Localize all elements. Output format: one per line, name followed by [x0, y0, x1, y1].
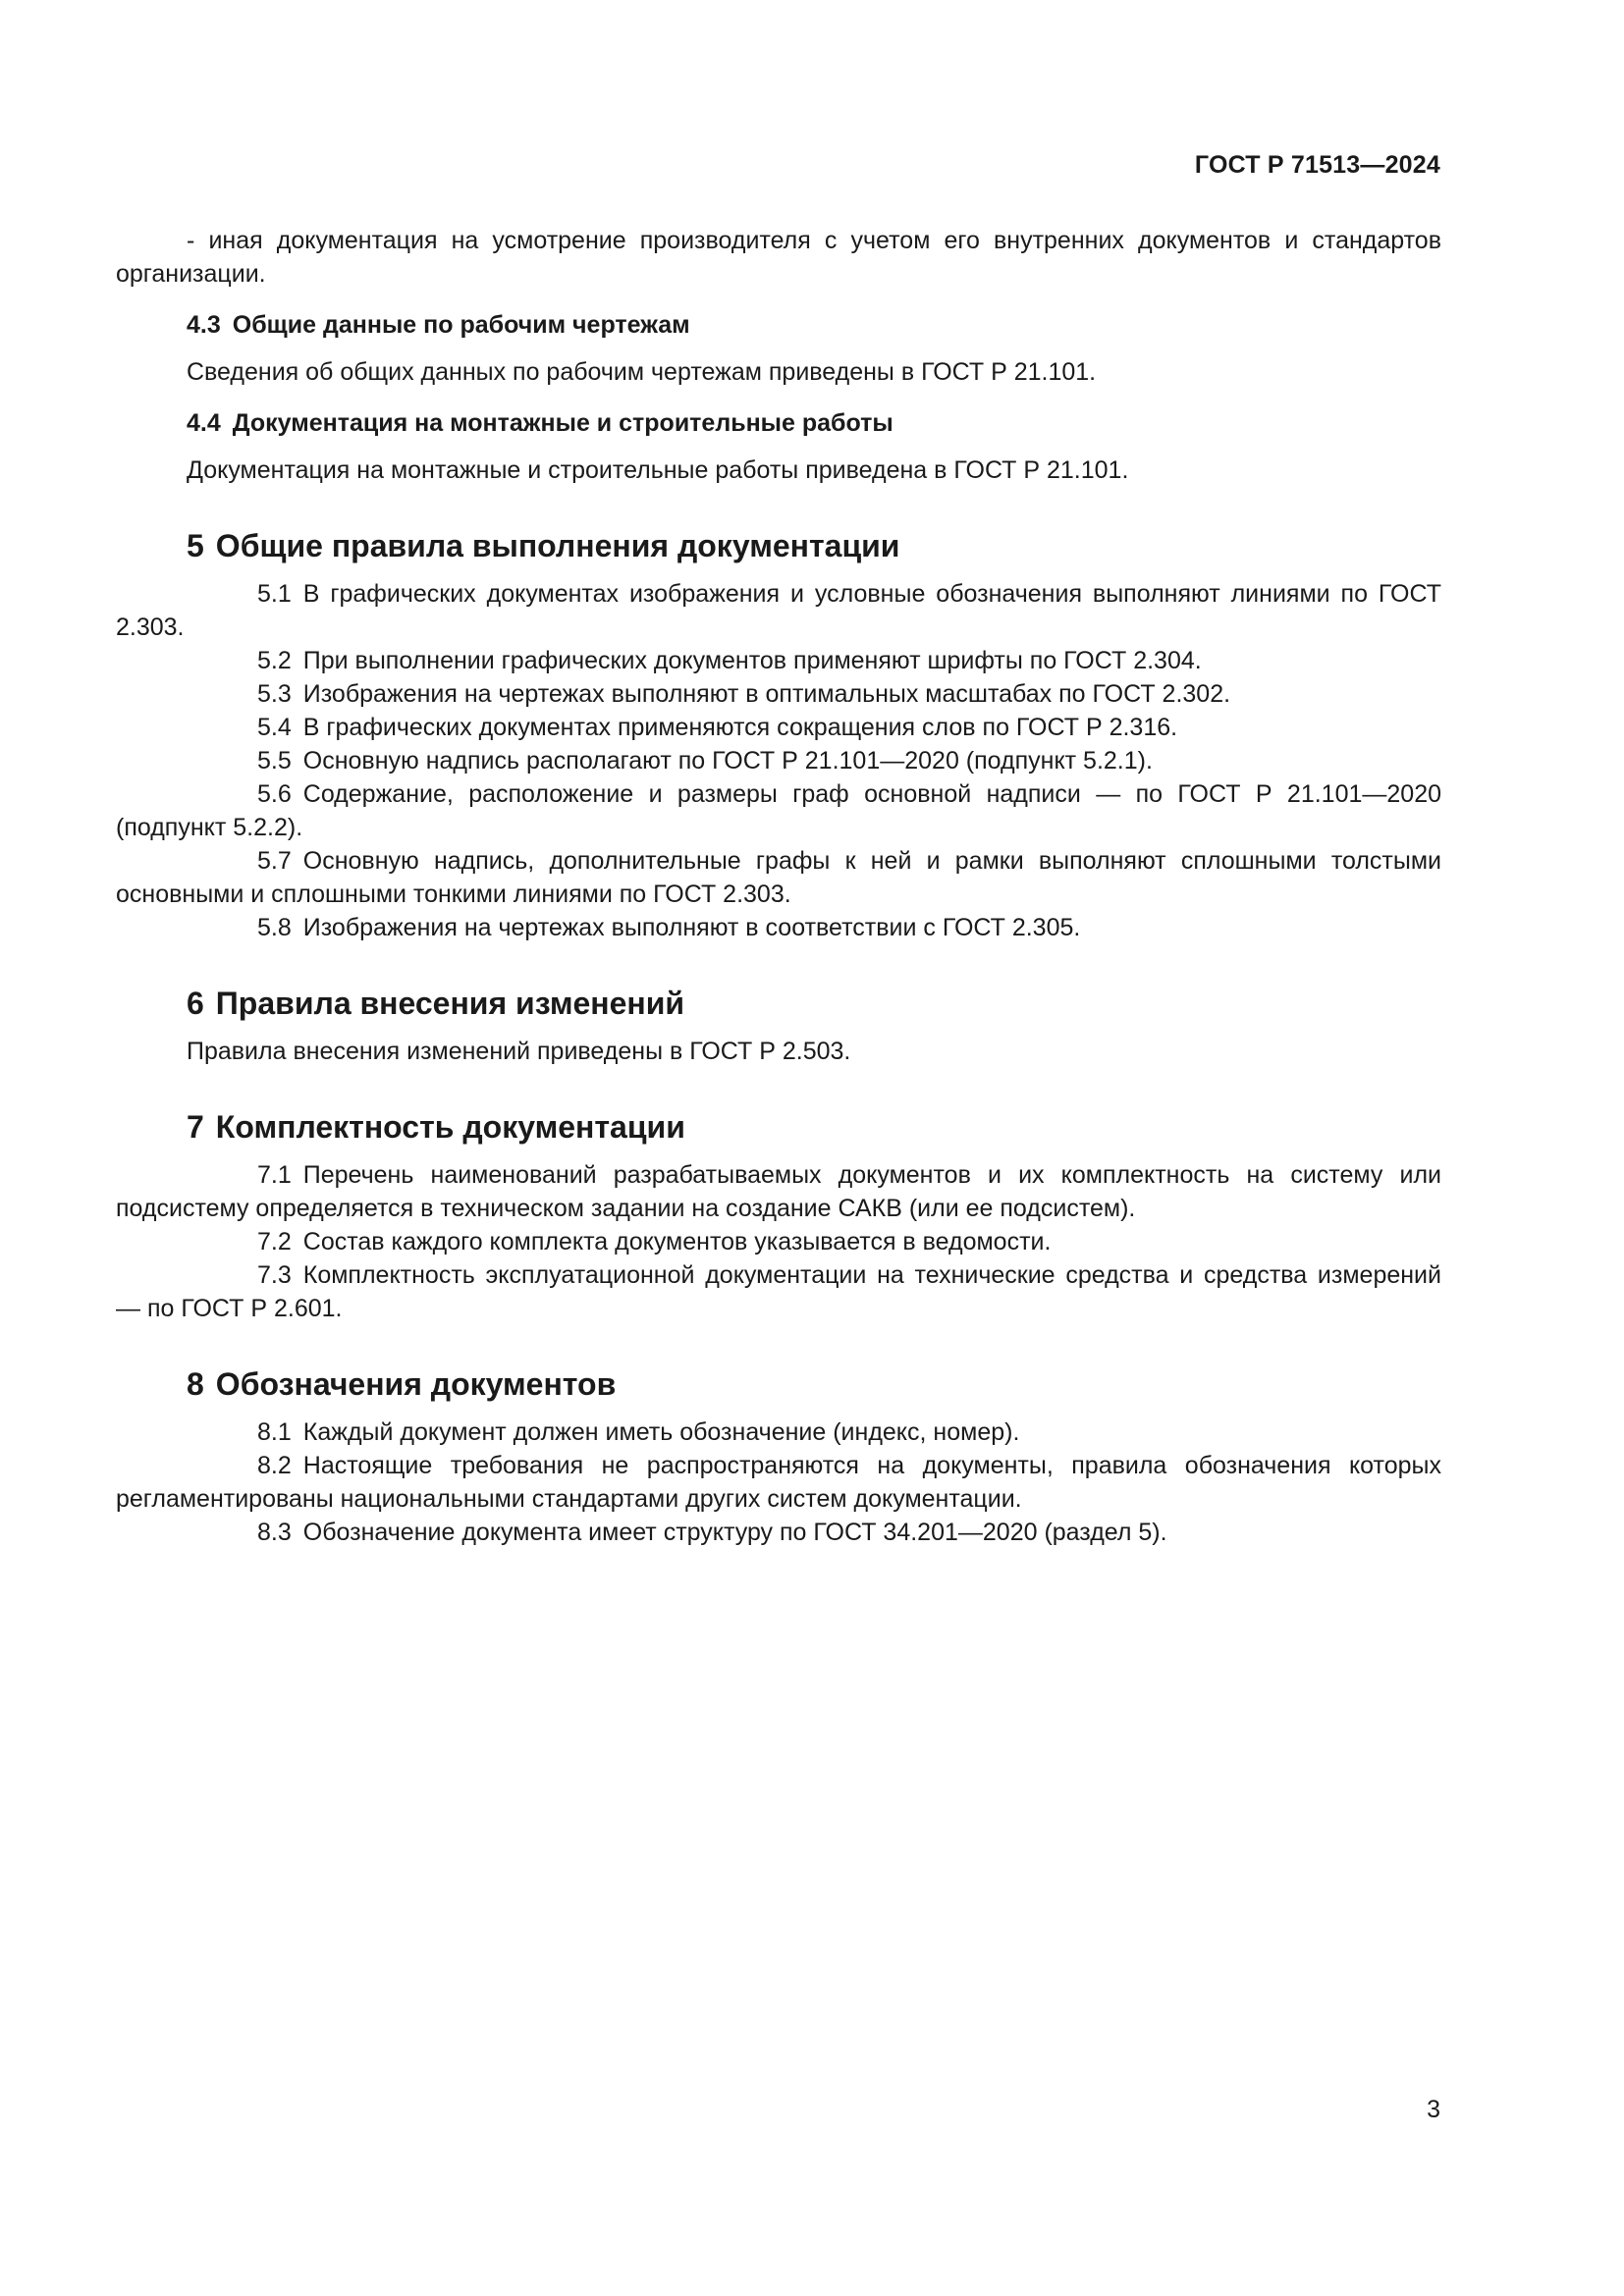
clause [116, 577, 1441, 644]
section-heading-7 [116, 1107, 1441, 1147]
subsection-heading-4-4 [116, 406, 1441, 440]
subsection-title: Документация на монтажные и строительные работы [232, 409, 893, 437]
clause-text: Каждый документ должен иметь обозначение (индекс, номер). [302, 1418, 1020, 1446]
subsection-text-4-3: Сведения об общих данных по рабочим чертежам приведены в ГОСТ Р 21.101. [187, 358, 1097, 386]
clause-number: 8.2 [257, 1452, 292, 1479]
subsection-number: 4.4 [187, 409, 221, 437]
clause-number: 5.6 [257, 780, 292, 808]
section-title: Общие правила выполнения документации [215, 528, 900, 563]
clause [116, 1225, 1441, 1258]
section-number: 6 [187, 986, 204, 1021]
clause-number: 5.4 [257, 714, 292, 741]
clause-number: 5.3 [257, 680, 292, 708]
clause [116, 644, 1441, 677]
clause-text: В графических документах изображения и условные обозначения выполняют линиями по ГОСТ 2.303. [116, 580, 1441, 641]
clause-text: В графических документах применяются сокращения слов по ГОСТ Р 2.316. [302, 714, 1178, 741]
subsection-title: Общие данные по рабочим чертежам [232, 311, 690, 339]
clause [116, 1516, 1441, 1549]
clause-text: Изображения на чертежах выполняют в соответствии с ГОСТ 2.305. [302, 914, 1081, 941]
clause [116, 677, 1441, 711]
clause-text: Комплектность эксплуатационной документации на технические средства и средства измерений — по ГОСТ Р 2.601. [116, 1261, 1441, 1322]
section-title: Комплектность документации [215, 1109, 685, 1145]
page-content [116, 224, 1441, 1549]
document-code-header: ГОСТ Р 71513—2024 [1194, 151, 1440, 179]
clause [116, 1415, 1441, 1449]
clause-number: 5.7 [257, 847, 292, 875]
clause-number: 7.2 [257, 1228, 292, 1255]
clause-text: Изображения на чертежах выполняют в оптимальных масштабах по ГОСТ 2.302. [302, 680, 1231, 708]
clause-text: При выполнении графических документов применяют шрифты по ГОСТ 2.304. [302, 647, 1202, 674]
clause-text: Основную надпись, дополнительные графы к ней и рамки выполняют сплошными толстыми основными и сплошными тонкими линиями по ГОСТ 2.303. [116, 847, 1441, 908]
clause-text: Состав каждого комплекта документов указывается в ведомости. [302, 1228, 1052, 1255]
clause-number: 7.3 [257, 1261, 292, 1289]
clause [116, 1258, 1441, 1325]
section-title: Правила внесения изменений [215, 986, 685, 1021]
clause-number: 5.1 [257, 580, 292, 608]
clause-number: 5.8 [257, 914, 292, 941]
clause-text: Настоящие требования не распространяются на документы, правила обозначения которых регламентированы национальными стандартами других систем документации. [116, 1452, 1441, 1513]
clause [116, 844, 1441, 911]
clause [116, 744, 1441, 777]
clause [116, 711, 1441, 744]
section-5-items [116, 577, 1441, 944]
page-number: 3 [1427, 2096, 1440, 2123]
clause [116, 777, 1441, 844]
intro-paragraph: - иная документация на усмотрение производителя с учетом его внутренних документов и стандартов организации. [116, 227, 1441, 288]
clause [116, 1449, 1441, 1516]
section-number: 7 [187, 1109, 204, 1145]
clause-number: 5.2 [257, 647, 292, 674]
clause-text: Содержание, расположение и размеры граф основной надписи — по ГОСТ Р 21.101—2020 (подпункт 5.2.2). [116, 780, 1441, 841]
section-number: 5 [187, 528, 204, 563]
subsection-number: 4.3 [187, 311, 221, 339]
section-number: 8 [187, 1366, 204, 1402]
clause-number: 7.1 [257, 1161, 292, 1189]
subsection-text-4-4: Документация на монтажные и строительные работы приведена в ГОСТ Р 21.101. [187, 456, 1129, 484]
section-6-text: Правила внесения изменений приведены в ГОСТ Р 2.503. [187, 1038, 851, 1065]
clause [116, 1158, 1441, 1225]
section-heading-5 [116, 526, 1441, 565]
section-heading-6 [116, 984, 1441, 1023]
section-title: Обозначения документов [215, 1366, 617, 1402]
clause-number: 5.5 [257, 747, 292, 774]
section-8-items [116, 1415, 1441, 1549]
section-7-items [116, 1158, 1441, 1325]
clause-text: Основную надпись располагают по ГОСТ Р 21.101—2020 (подпункт 5.2.1). [302, 747, 1153, 774]
clause-number: 8.3 [257, 1519, 292, 1546]
clause-text: Перечень наименований разрабатываемых документов и их комплектность на систему или подсистему определяется в техническом задании на создание САКВ (или ее подсистем). [116, 1161, 1441, 1222]
clause [116, 911, 1441, 944]
subsection-heading-4-3 [116, 308, 1441, 342]
section-heading-8 [116, 1364, 1441, 1404]
clause-number: 8.1 [257, 1418, 292, 1446]
clause-text: Обозначение документа имеет структуру по ГОСТ 34.201—2020 (раздел 5). [302, 1519, 1167, 1546]
